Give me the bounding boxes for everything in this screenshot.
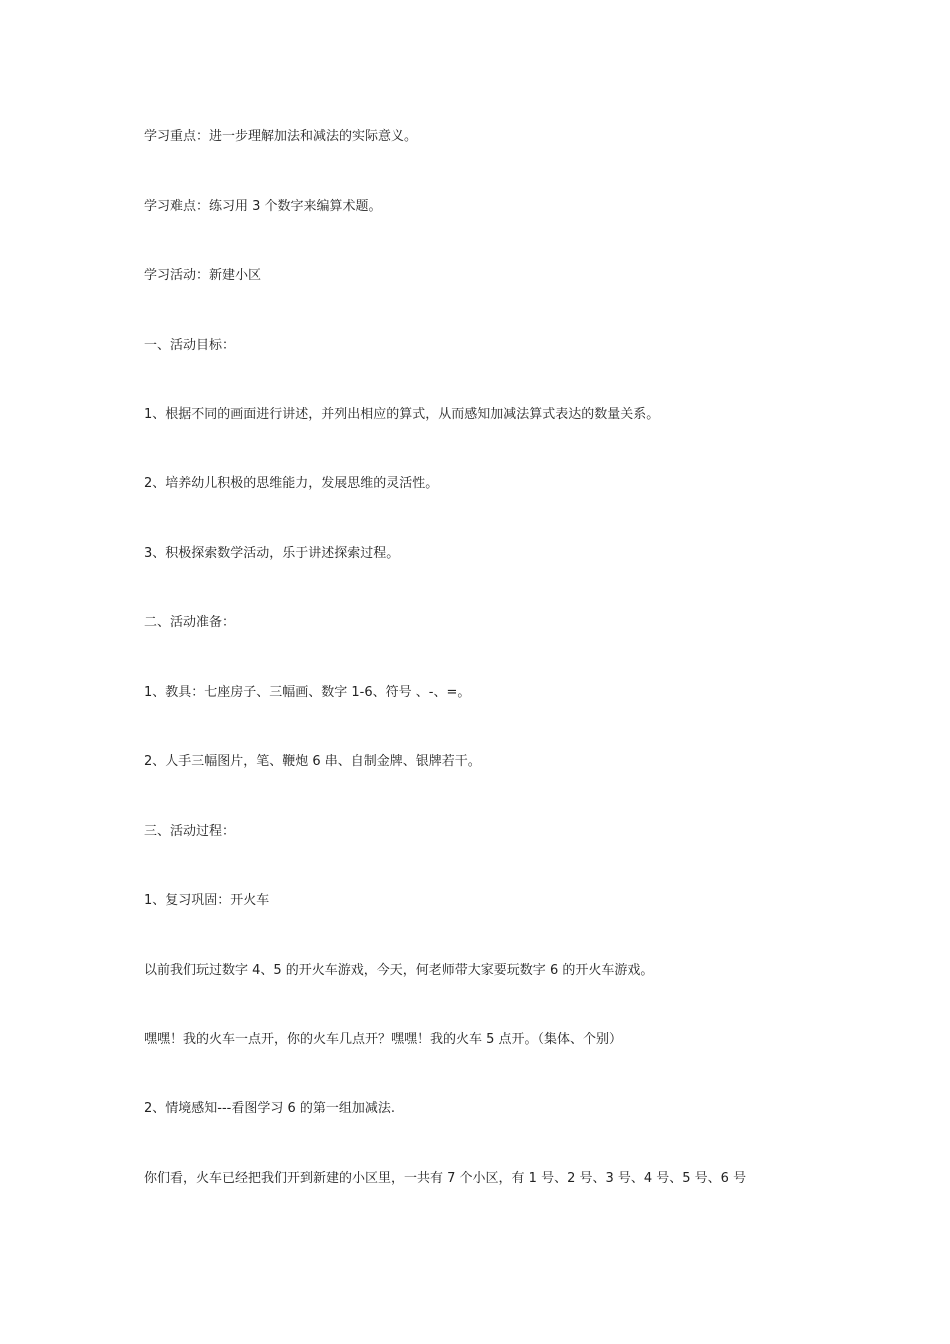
text-line-process-2-detail: 你们看，火车已经把我们开到新建的小区里，一共有 7 个小区，有 1 号、2 号、3 号、4 号、5 号、6 号 — [144, 1171, 747, 1186]
text-line-goal-3: 3、积极探索数学活动，乐于讲述探索过程。 — [144, 546, 400, 561]
section-heading-process: 三、活动过程： — [144, 824, 236, 839]
text-line-process-1: 1、复习巩固：开火车 — [144, 893, 270, 908]
text-line-process-2: 2、情境感知---看图学习 6 的第一组加减法. — [144, 1101, 396, 1116]
section-heading-preparation: 二、活动准备： — [144, 615, 236, 630]
text-line-prep-2: 2、人手三幅图片，笔、鞭炮 6 串、自制金牌、银牌若干。 — [144, 754, 481, 769]
text-line-goal-1: 1、根据不同的画面进行讲述，并列出相应的算式，从而感知加减法算式表达的数量关系。 — [144, 407, 660, 422]
text-line-process-1-chant: 嘿嘿！我的火车一点开，你的火车几点开？嘿嘿！我的火车 5 点开。（集体、个别） — [144, 1032, 623, 1047]
section-heading-goals: 一、活动目标： — [144, 338, 236, 353]
text-line-learning-difficulty: 学习难点：练习用 3 个数字来编算术题。 — [144, 199, 382, 214]
text-line-goal-2: 2、培养幼儿积极的思维能力，发展思维的灵活性。 — [144, 476, 439, 491]
text-line-learning-activity: 学习活动：新建小区 — [144, 268, 262, 283]
text-line-learning-focus: 学习重点：进一步理解加法和减法的实际意义。 — [144, 129, 418, 144]
text-line-process-1-detail: 以前我们玩过数字 4、5 的开火车游戏，今天，何老师带大家要玩数字 6 的开火车游戏。 — [144, 963, 654, 978]
text-line-prep-1: 1、教具：七座房子、三幅画、数字 1-6、符号 、-、=。 — [144, 685, 471, 700]
